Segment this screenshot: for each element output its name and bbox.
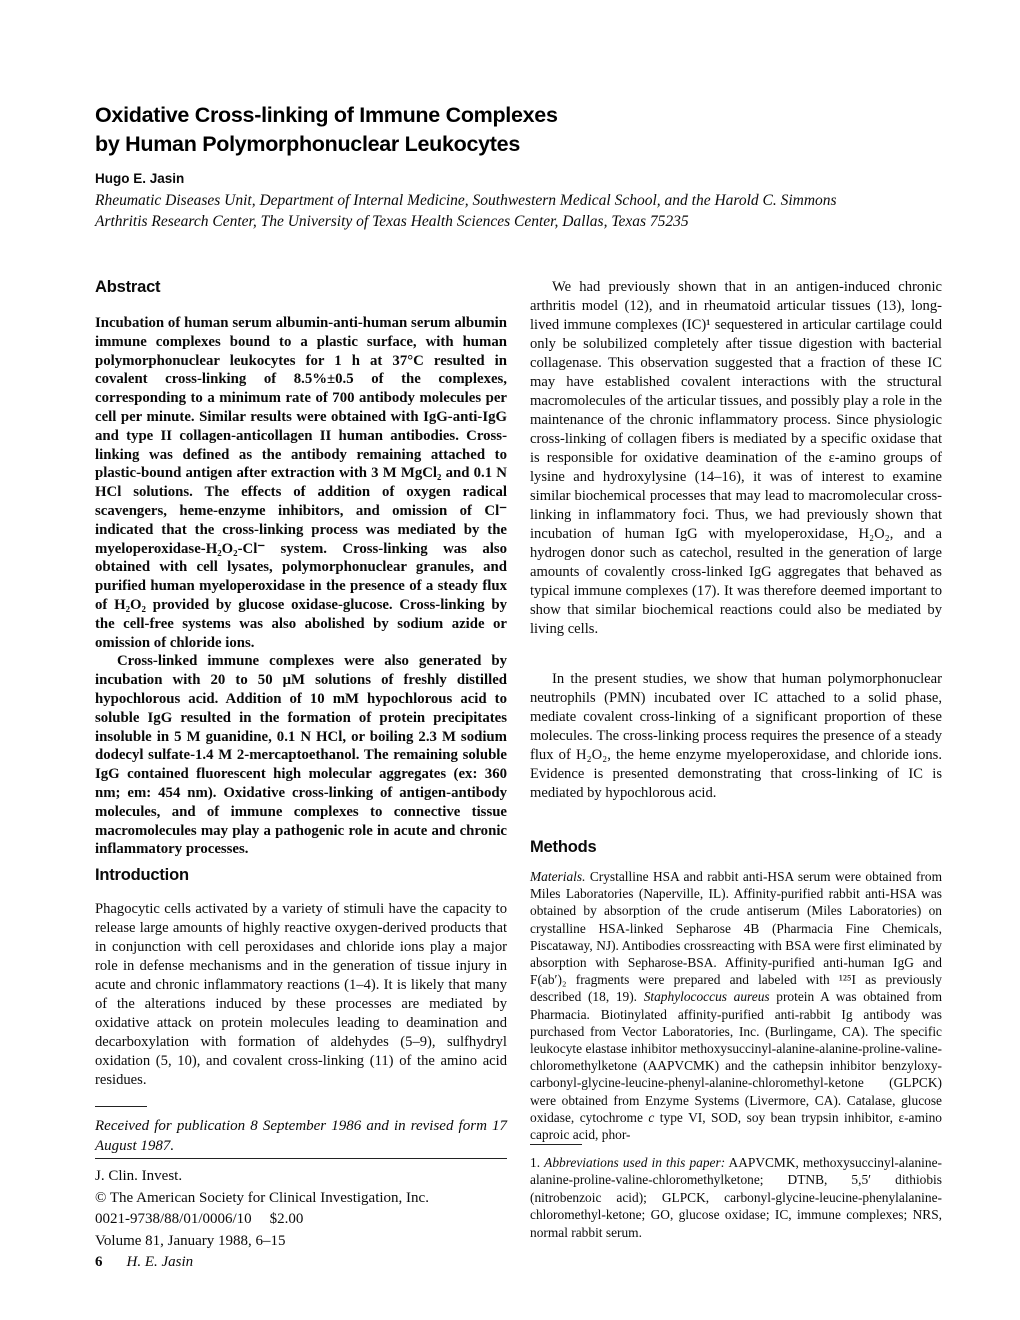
footnote-text xyxy=(530,1154,942,1241)
article-title-line2: by Human Polymorphonuclear Leukocytes xyxy=(95,132,520,156)
materials-seg2: protein A was obtained from Pharmacia. Biotinylated affinity-purified anti-rabbit Ig antibody was purchased from Vector Laboratories, Inc. (Burlingame, CA). The specific leukocyte elastase inhibitor methoxysuccinyl-alanine-alanine-proline-valine-chloromethylketone (AAPVCMK) and the cathepsin inhibitor benzyloxy-carbonyl-glycine-leucine-phenyl-alanine-chloromethyl-ketone (GLPCK) were obtained from Enzyme Systems (Livermore, CA). Catalase, glucose oxidase, cytochrome xyxy=(530,989,942,1125)
methods-heading: Methods xyxy=(530,838,597,856)
abstract-paragraph-2: Cross-linked immune complexes were also generated by incubation with 20 to 50 μM solutions of freshly distilled hypochlorous acid. Addition of 10 mM hypochlorous acid to soluble IgG resulted in the formation of protein precipitates insoluble in 5 M guanidine, 0.1 N HCl, or boiling 2.3 M sodium dodecyl sulfate-1.4 M 2-mercaptoethanol. The remaining soluble IgG contained fluorescent high molecular aggregates (ex: 360 nm; em: 454 nm). Oxidative cross-linking of antigen-antibody molecules, and of immune complexes to connective tissue macromolecules may play a pathogenic role in acute and chronic inflammatory processes. xyxy=(95,653,507,858)
article-title-line1: Oxidative Cross-linking of Immune Complexes xyxy=(95,103,558,127)
article-title xyxy=(95,101,915,159)
footnote-body: AAPVCMK, methoxysuccinyl-alanine-alanine-proline-valine-chloromethylketone; DTNB, 5,5′ dithiobis (nitrobenzoic acid); GLPCK, carbonyl-glycine-leucine-phenylalanine-chloromethyl-ketone; GO, glucose oxidase; IC, immune complexes; NRS, normal rabbit serum. xyxy=(530,1155,943,1240)
methods-materials-paragraph xyxy=(530,868,942,1143)
abstract-paragraph-1: Incubation of human serum albumin-anti-human serum albumin immune complexes bound to a plastic surface, with human polymorphonuclear leukocytes for 1 h at 37°C resulted in covalent cross-linking of 8.5%±0.5 of the complexes, corresponding to a minimum rate of 700 antibody molecules per cell per minute. Similar results were obtained with IgG-anti-IgG and type II collagen-anticollagen II human antibodies. Cross-linking was defined as the antibody remaining attached to plastic-bound antigen after extraction with 3 M MgCl₂ and 0.1 N HCl solutions. The effects of addition of oxygen radical scavengers, heme-enzyme inhibitors, and omission of Cl⁻ indicated that the cross-linking process was mediated by the myeloperoxidase-H₂O₂-Cl⁻ system. Cross-linking was also obtained with cell lysates, polymorphonuclear granules, and purified human myeloperoxidase in the presence of a steady flux of H₂O₂ provided by glucose oxidase-glucose. Cross-linking by the cell-free systems was also abolished by sodium azide or omission of chloride ions. xyxy=(95,315,507,651)
materials-species: Staphylococcus aureus xyxy=(643,989,770,1005)
author-affiliation xyxy=(95,190,915,232)
methods-materials xyxy=(530,868,942,1143)
journal-info-block xyxy=(95,1158,507,1252)
author-name: Hugo E. Jasin xyxy=(95,171,185,186)
title-block xyxy=(95,101,915,232)
left-column xyxy=(95,278,507,1278)
introduction-heading: Introduction xyxy=(95,866,189,884)
journal-price: $2.00 xyxy=(269,1211,304,1227)
materials-cytochrome-c: c xyxy=(648,1109,655,1125)
journal-copyright: © The American Society for Clinical Investigation, Inc. xyxy=(95,1189,429,1206)
materials-lead: Materials. xyxy=(530,869,586,884)
materials-seg1: Crystalline HSA and rabbit anti-HSA serum were obtained from Miles Laboratories (Naperville, IL). Affinity-purified rabbit anti-HSA was obtained by absorption of the crude antiserum (Miles Laboratories) on crystalline HSA-linked Sepharose 4B (Pharmacia Fine Chemicals, Piscataway, NJ). Antibodies crossreacting with BSA were first eliminated by absorption with Sepharose-BSA. Affinity-purified anti-human IgG and F(ab′)₂ fragments were prepared and labeled with ¹²⁵I as previously described (18, 19). xyxy=(530,869,942,1005)
journal-name: J. Clin. Invest. xyxy=(95,1168,183,1184)
footnote-lead: Abbreviations used in this paper: xyxy=(544,1155,726,1170)
running-author: H. E. Jasin xyxy=(126,1254,194,1270)
affiliation-line2: Arthritis Research Center, The University of Texas Health Sciences Center, Dallas, Texas 75235 xyxy=(95,213,689,230)
intro-right-paragraph-2: In the present studies, we show that human polymorphonuclear neutrophils (PMN) incubated over IC attached to a solid phase, mediate covalent cross-linking of a significant proportion of these molecules. The cross-linking process requires the presence of a steady flux of H₂O₂, the heme enzyme myeloperoxidase, and chloride ions. Evidence is presented demonstrating that cross-linking of IC is mediated by hypochlorous acid. xyxy=(530,671,942,801)
intro-right-paragraph-2-wrap xyxy=(530,670,942,803)
abstract-body xyxy=(95,314,507,859)
journal-issn-price xyxy=(95,1209,507,1231)
page-number: 6 xyxy=(95,1254,103,1270)
intro-right-paragraph-1-wrap xyxy=(530,278,942,639)
affiliation-line1: Rheumatic Diseases Unit, Department of Internal Medicine, Southwestern Medical School, and the Harold C. Simmons xyxy=(95,192,837,209)
page-footer xyxy=(95,1254,193,1271)
journal-divider xyxy=(95,1158,507,1159)
received-note: Received for publication 8 September 1986 and in revised form 17 August 1987. xyxy=(95,1118,507,1154)
journal-volume: Volume 81, January 1988, 6–15 xyxy=(95,1232,286,1249)
intro-right-paragraph-1: We had previously shown that in an antigen-induced chronic arthritis model (12), and in rheumatoid articular tissues (13), long-lived immune complexes (IC)¹ sequestered in articular cartilage could only be solubilized completely after tissue digestion with bacterial collagenase. This observation suggested that a fraction of these IC may have established covalent interactions with the structural macromolecules of the articular tissues, and possibly play a role in the maintenance of the chronic inflammatory process. Since physiologic cross-linking of collagen fibers is mediated by a specific oxidase that is responsible for oxidative deamination of the ε-amino groups of lysine and hydroxylysine (14–16), it was of interest to examine similar biochemical processes that may lead to macromolecular cross-linking in inflammatory foci. Thus, we had previously shown that incubation of human IgG with myeloperoxidase, H₂O₂, and a hydrogen donor such as catechol, resulted in the generation of large amounts of covalently cross-linked IgG aggregates that behaved as typical immune complexes (17). It was therefore deemed important to show that similar biochemical reactions could also be mediated by living cells. xyxy=(530,279,942,637)
footnote-block xyxy=(530,1144,942,1241)
received-block xyxy=(95,1106,507,1156)
materials-seg3: type VI, SOD, soy bean trypsin inhibitor, ε-amino caproic acid, phor- xyxy=(530,1109,942,1143)
right-column xyxy=(530,278,942,1278)
footnote-divider xyxy=(530,1144,582,1145)
received-divider xyxy=(95,1106,147,1107)
introduction-paragraph-1: Phagocytic cells activated by a variety of stimuli have the capacity to release large amounts of highly reactive oxygen-derived products that in conjunction with cell peroxidases and chloride ions play a major role in defense mechanisms and in the generation of tissue injury in acute and chronic inflammatory reactions (1–4). It is likely that many of the alterations induced by these processes are mediated by oxidative attack on protein molecules leading to deamination and decarboxylation with formation of aldehydes (5–9), sulfhydryl oxidation (5, 10), and covalent cross-linking (11) of the amino acid residues. xyxy=(95,901,507,1088)
footnote-number: 1. xyxy=(530,1155,545,1170)
introduction-body xyxy=(95,900,507,1090)
journal-issn: 0021-9738/88/01/0006/10 xyxy=(95,1211,252,1227)
abstract-heading: Abstract xyxy=(95,278,161,296)
